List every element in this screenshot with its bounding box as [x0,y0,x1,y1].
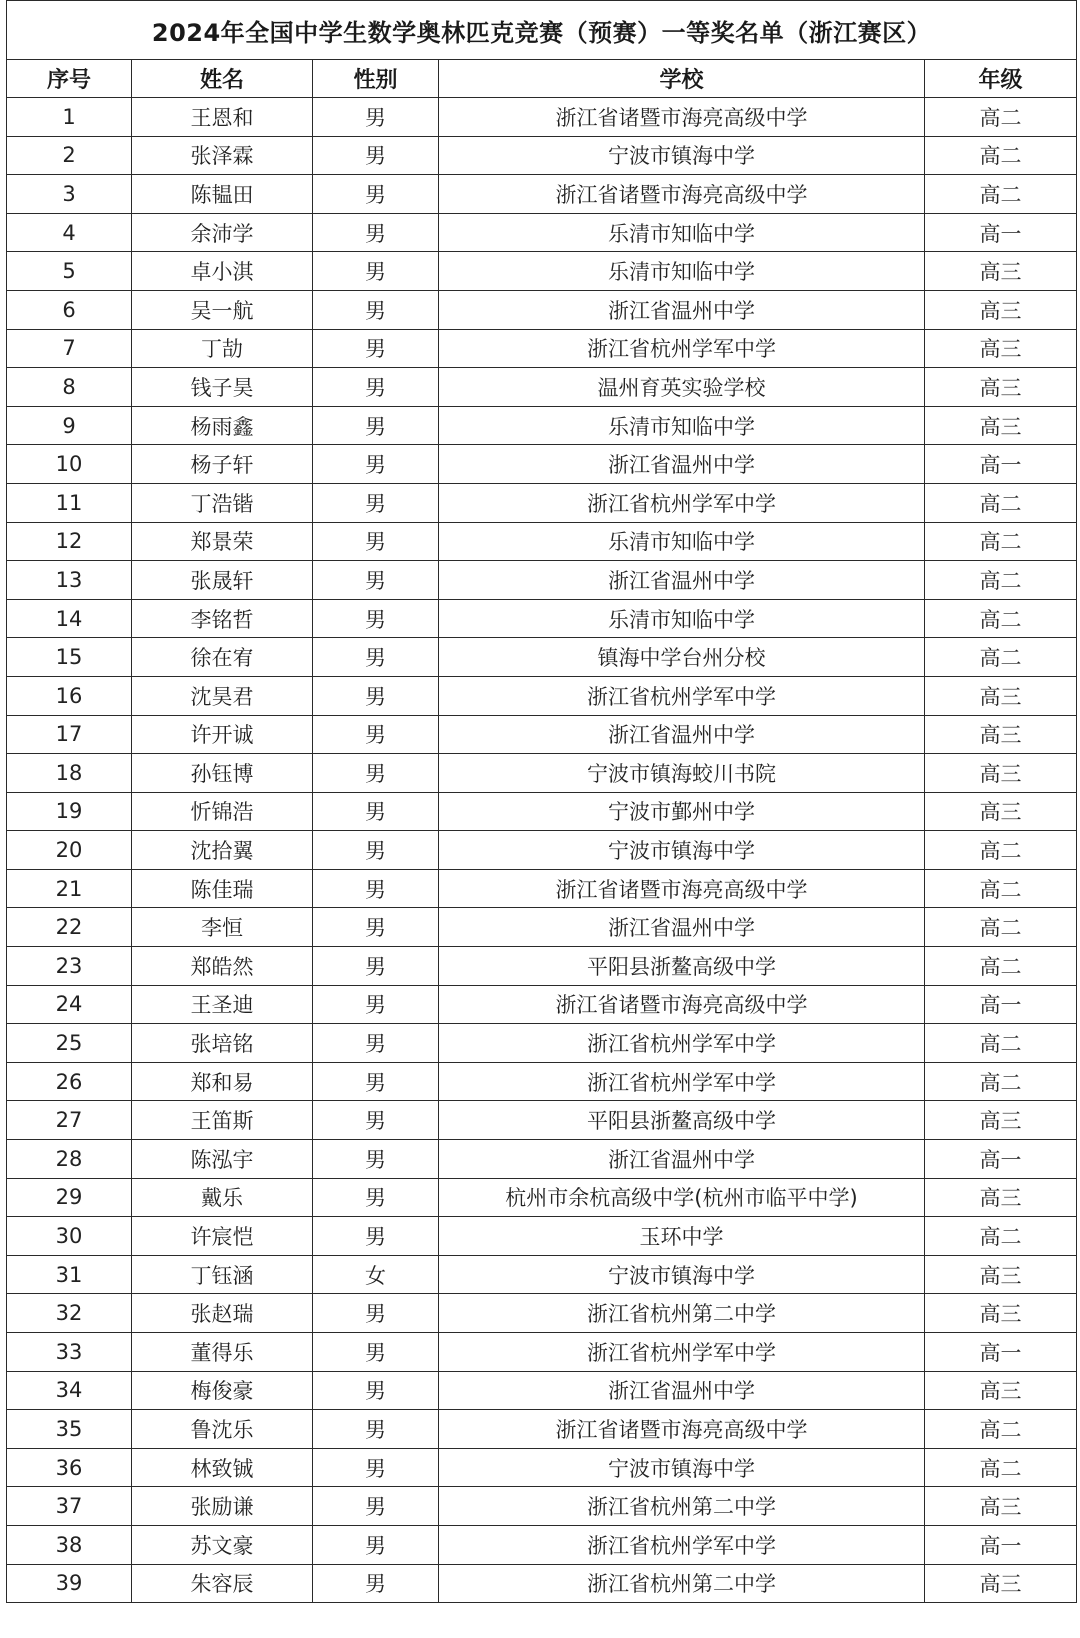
cell-gender: 男 [313,1024,439,1063]
cell-grade: 高一 [925,985,1077,1024]
cell-school: 浙江省温州中学 [439,908,925,947]
cell-gender: 男 [313,445,439,484]
cell-gender: 男 [313,908,439,947]
cell-name: 戴乐 [132,1178,313,1217]
cell-school: 宁波市镇海中学 [439,831,925,870]
award-table [6,0,1077,1603]
cell-gender: 女 [313,1255,439,1294]
cell-grade: 高一 [925,1525,1077,1564]
cell-school: 乐清市知临中学 [439,252,925,291]
table-row [7,98,1077,137]
cell-school: 浙江省杭州学军中学 [439,1333,925,1372]
table-row [7,329,1077,368]
cell-index: 14 [7,599,132,638]
cell-index: 1 [7,98,132,137]
cell-name: 张泽霖 [132,136,313,175]
cell-name: 陈泓宇 [132,1140,313,1179]
cell-gender: 男 [313,1525,439,1564]
cell-gender: 男 [313,831,439,870]
cell-name: 李恒 [132,908,313,947]
cell-name: 吴一航 [132,290,313,329]
cell-name: 张赵瑞 [132,1294,313,1333]
table-row [7,715,1077,754]
cell-gender: 男 [313,1410,439,1449]
cell-gender: 男 [313,599,439,638]
cell-school: 浙江省杭州学军中学 [439,676,925,715]
cell-school: 浙江省杭州学军中学 [439,483,925,522]
cell-grade: 高三 [925,406,1077,445]
cell-name: 郑皓然 [132,947,313,986]
cell-index: 33 [7,1333,132,1372]
table-row [7,1101,1077,1140]
table-row [7,1217,1077,1256]
cell-grade: 高一 [925,1333,1077,1372]
header-index: 序号 [7,60,132,98]
header-gender: 性别 [313,60,439,98]
cell-grade: 高一 [925,1140,1077,1179]
cell-grade: 高三 [925,1178,1077,1217]
cell-grade: 高二 [925,522,1077,561]
header-school: 学校 [439,60,925,98]
cell-index: 29 [7,1178,132,1217]
cell-index: 13 [7,561,132,600]
cell-name: 张培铭 [132,1024,313,1063]
header-grade: 年级 [925,60,1077,98]
table-row [7,175,1077,214]
table-row [7,676,1077,715]
cell-school: 宁波市镇海中学 [439,1255,925,1294]
table-row [7,213,1077,252]
cell-name: 忻锦浩 [132,792,313,831]
cell-gender: 男 [313,368,439,407]
cell-index: 28 [7,1140,132,1179]
cell-grade: 高三 [925,1371,1077,1410]
cell-gender: 男 [313,754,439,793]
cell-index: 20 [7,831,132,870]
cell-index: 27 [7,1101,132,1140]
cell-gender: 男 [313,561,439,600]
cell-name: 苏文豪 [132,1525,313,1564]
cell-school: 浙江省诸暨市海亮高级中学 [439,985,925,1024]
cell-index: 22 [7,908,132,947]
cell-name: 林致铖 [132,1448,313,1487]
cell-grade: 高二 [925,599,1077,638]
cell-gender: 男 [313,483,439,522]
cell-school: 浙江省温州中学 [439,290,925,329]
cell-gender: 男 [313,638,439,677]
cell-index: 39 [7,1564,132,1603]
cell-gender: 男 [313,1062,439,1101]
cell-grade: 高三 [925,792,1077,831]
cell-index: 35 [7,1410,132,1449]
cell-gender: 男 [313,676,439,715]
cell-name: 郑景荣 [132,522,313,561]
cell-name: 陈韫田 [132,175,313,214]
table-row [7,947,1077,986]
cell-school: 浙江省温州中学 [439,1371,925,1410]
cell-gender: 男 [313,175,439,214]
cell-gender: 男 [313,1448,439,1487]
table-row [7,638,1077,677]
table-row [7,1525,1077,1564]
table-row [7,1024,1077,1063]
cell-index: 8 [7,368,132,407]
table-row [7,406,1077,445]
table-row [7,368,1077,407]
cell-index: 19 [7,792,132,831]
cell-gender: 男 [313,329,439,368]
cell-gender: 男 [313,947,439,986]
cell-name: 张励谦 [132,1487,313,1526]
cell-school: 宁波市镇海中学 [439,1448,925,1487]
cell-name: 鲁沈乐 [132,1410,313,1449]
table-row [7,483,1077,522]
cell-name: 沈拾翼 [132,831,313,870]
cell-grade: 高三 [925,1255,1077,1294]
cell-gender: 男 [313,1178,439,1217]
cell-school: 浙江省杭州学军中学 [439,1525,925,1564]
cell-index: 16 [7,676,132,715]
cell-index: 24 [7,985,132,1024]
cell-index: 17 [7,715,132,754]
header-row [7,60,1077,98]
cell-index: 4 [7,213,132,252]
cell-name: 钱子昊 [132,368,313,407]
cell-grade: 高二 [925,1062,1077,1101]
table-row [7,445,1077,484]
cell-name: 许开诚 [132,715,313,754]
cell-index: 18 [7,754,132,793]
cell-school: 浙江省杭州学军中学 [439,1024,925,1063]
cell-grade: 高三 [925,252,1077,291]
cell-name: 朱容辰 [132,1564,313,1603]
cell-grade: 高二 [925,1448,1077,1487]
cell-school: 杭州市余杭高级中学(杭州市临平中学) [439,1178,925,1217]
cell-index: 6 [7,290,132,329]
cell-index: 37 [7,1487,132,1526]
cell-school: 浙江省温州中学 [439,1140,925,1179]
cell-grade: 高三 [925,676,1077,715]
cell-name: 郑和易 [132,1062,313,1101]
cell-name: 丁劼 [132,329,313,368]
cell-gender: 男 [313,1564,439,1603]
cell-index: 23 [7,947,132,986]
table-row [7,561,1077,600]
cell-school: 浙江省杭州学军中学 [439,1062,925,1101]
table-row [7,1371,1077,1410]
cell-grade: 高二 [925,1024,1077,1063]
cell-grade: 高二 [925,175,1077,214]
cell-grade: 高二 [925,869,1077,908]
cell-school: 宁波市镇海蛟川书院 [439,754,925,793]
cell-grade: 高二 [925,638,1077,677]
cell-name: 余沛学 [132,213,313,252]
cell-school: 浙江省诸暨市海亮高级中学 [439,1410,925,1449]
cell-grade: 高二 [925,136,1077,175]
cell-school: 温州育英实验学校 [439,368,925,407]
cell-school: 浙江省温州中学 [439,445,925,484]
cell-school: 浙江省杭州第二中学 [439,1294,925,1333]
cell-index: 32 [7,1294,132,1333]
cell-school: 平阳县浙鳌高级中学 [439,947,925,986]
cell-grade: 高三 [925,290,1077,329]
cell-name: 陈佳瑞 [132,869,313,908]
cell-school: 浙江省诸暨市海亮高级中学 [439,98,925,137]
table-body [7,98,1077,1603]
cell-name: 梅俊豪 [132,1371,313,1410]
cell-grade: 高三 [925,329,1077,368]
cell-index: 25 [7,1024,132,1063]
cell-school: 浙江省杭州第二中学 [439,1487,925,1526]
cell-grade: 高三 [925,368,1077,407]
cell-grade: 高一 [925,213,1077,252]
cell-gender: 男 [313,869,439,908]
cell-index: 34 [7,1371,132,1410]
cell-grade: 高二 [925,1217,1077,1256]
cell-gender: 男 [313,406,439,445]
cell-school: 玉环中学 [439,1217,925,1256]
cell-name: 徐在宥 [132,638,313,677]
cell-school: 乐清市知临中学 [439,599,925,638]
cell-school: 浙江省杭州学军中学 [439,329,925,368]
cell-gender: 男 [313,1487,439,1526]
table-row [7,252,1077,291]
table-row [7,869,1077,908]
table-row [7,1178,1077,1217]
cell-name: 丁浩锴 [132,483,313,522]
cell-gender: 男 [313,213,439,252]
title-row [7,1,1077,60]
cell-name: 许宸恺 [132,1217,313,1256]
cell-index: 31 [7,1255,132,1294]
table-row [7,985,1077,1024]
cell-gender: 男 [313,715,439,754]
cell-grade: 高二 [925,98,1077,137]
cell-index: 12 [7,522,132,561]
cell-index: 30 [7,1217,132,1256]
award-list-sheet [6,0,1076,1603]
cell-index: 5 [7,252,132,291]
cell-index: 36 [7,1448,132,1487]
cell-gender: 男 [313,792,439,831]
cell-gender: 男 [313,98,439,137]
table-row [7,1294,1077,1333]
cell-gender: 男 [313,136,439,175]
header-name: 姓名 [132,60,313,98]
cell-index: 26 [7,1062,132,1101]
cell-index: 10 [7,445,132,484]
cell-gender: 男 [313,252,439,291]
cell-gender: 男 [313,522,439,561]
cell-name: 王恩和 [132,98,313,137]
cell-index: 9 [7,406,132,445]
table-row [7,1255,1077,1294]
cell-name: 李铭哲 [132,599,313,638]
cell-gender: 男 [313,1371,439,1410]
cell-gender: 男 [313,985,439,1024]
cell-gender: 男 [313,1294,439,1333]
cell-grade: 高二 [925,831,1077,870]
table-row [7,290,1077,329]
table-title: 2024年全国中学生数学奥林匹克竞赛（预赛）一等奖名单（浙江赛区） [7,1,1077,60]
cell-name: 卓小淇 [132,252,313,291]
cell-school: 宁波市镇海中学 [439,136,925,175]
cell-grade: 高二 [925,483,1077,522]
table-row [7,599,1077,638]
table-row [7,1564,1077,1603]
cell-school: 浙江省温州中学 [439,561,925,600]
table-row [7,1448,1077,1487]
cell-name: 杨子轩 [132,445,313,484]
cell-name: 王笛斯 [132,1101,313,1140]
cell-gender: 男 [313,290,439,329]
cell-school: 乐清市知临中学 [439,406,925,445]
cell-name: 杨雨鑫 [132,406,313,445]
cell-gender: 男 [313,1217,439,1256]
cell-gender: 男 [313,1140,439,1179]
cell-grade: 高二 [925,908,1077,947]
table-row [7,522,1077,561]
table-row [7,136,1077,175]
cell-gender: 男 [313,1101,439,1140]
cell-name: 王圣迪 [132,985,313,1024]
table-row [7,908,1077,947]
cell-index: 15 [7,638,132,677]
cell-grade: 高三 [925,1294,1077,1333]
table-row [7,1062,1077,1101]
cell-index: 3 [7,175,132,214]
cell-school: 乐清市知临中学 [439,522,925,561]
cell-school: 浙江省杭州第二中学 [439,1564,925,1603]
cell-gender: 男 [313,1333,439,1372]
cell-name: 张晟轩 [132,561,313,600]
cell-name: 董得乐 [132,1333,313,1372]
cell-index: 21 [7,869,132,908]
cell-index: 2 [7,136,132,175]
cell-grade: 高三 [925,715,1077,754]
table-row [7,792,1077,831]
cell-school: 宁波市鄞州中学 [439,792,925,831]
cell-grade: 高二 [925,561,1077,600]
cell-index: 38 [7,1525,132,1564]
cell-grade: 高三 [925,1564,1077,1603]
cell-grade: 高三 [925,1101,1077,1140]
cell-index: 7 [7,329,132,368]
cell-grade: 高二 [925,947,1077,986]
table-row [7,1140,1077,1179]
table-row [7,1487,1077,1526]
cell-grade: 高三 [925,1487,1077,1526]
table-row [7,1410,1077,1449]
cell-grade: 高三 [925,754,1077,793]
table-row [7,831,1077,870]
cell-name: 沈昊君 [132,676,313,715]
cell-index: 11 [7,483,132,522]
cell-school: 浙江省温州中学 [439,715,925,754]
cell-school: 浙江省诸暨市海亮高级中学 [439,175,925,214]
cell-grade: 高一 [925,445,1077,484]
cell-school: 浙江省诸暨市海亮高级中学 [439,869,925,908]
cell-school: 乐清市知临中学 [439,213,925,252]
table-row [7,1333,1077,1372]
cell-school: 平阳县浙鳌高级中学 [439,1101,925,1140]
cell-name: 丁钰涵 [132,1255,313,1294]
table-row [7,754,1077,793]
cell-grade: 高二 [925,1410,1077,1449]
cell-name: 孙钰博 [132,754,313,793]
cell-school: 镇海中学台州分校 [439,638,925,677]
